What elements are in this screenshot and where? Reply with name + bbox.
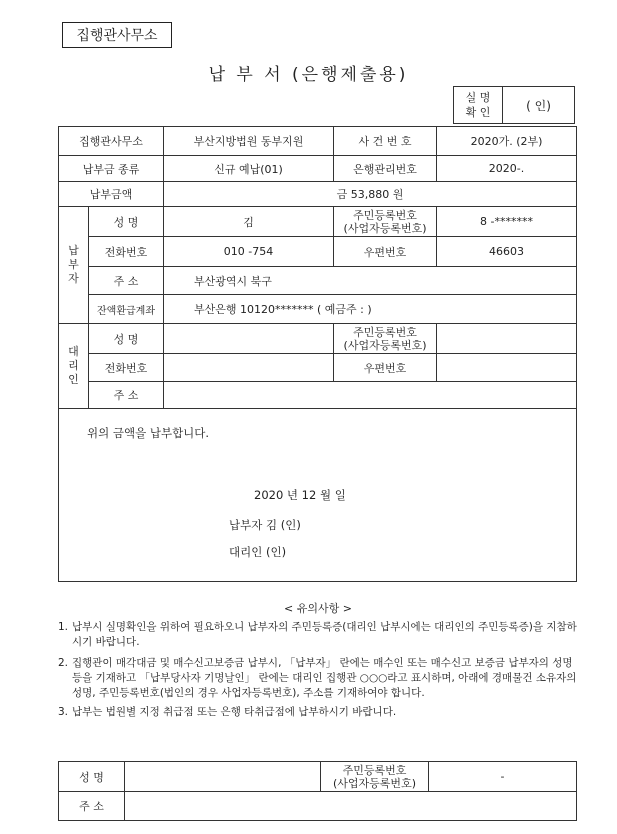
owner-name-row [59,762,577,792]
rrn-label-line1: 주민등록번호 [353,325,417,339]
office-label: 집행관사무소 [76,28,158,44]
agent-group-char: 리 [68,359,79,372]
rrn-label-line2: (사업자등록번호) [343,338,427,352]
office-row [59,127,577,156]
payer-postal-value: 46603 [437,237,577,267]
owner-rrn-label [321,762,429,792]
bank-mgmt-label: 은행관리번호 [334,156,437,182]
office-row-label: 집행관사무소 [59,127,164,156]
payer-group-label [59,207,89,324]
document-title: 납 부 서 (은행제출용) [208,65,409,85]
identity-confirm-box [453,86,575,124]
owner-address-value [125,792,577,821]
notes-title: < 유의사항 > [284,602,352,615]
note-text: 집행관이 매각대금 및 매수신고보증금 납부시, 「납부자」 란에는 매수인 또는 매수신고 보증금 납부자의 성명 등을 기재하고 「납부당사자 기명날인」 란에는 대리인 집행관 ○○○라고 표시하며, 아래에 경매물건 소유자의 성명, 주민등록번호(법인의 경우 사업자등록번호), 주소를 기재하여야 합니다. [72,657,577,699]
rrn-label-line2: (사업자등록번호) [333,776,416,790]
case-number-label: 사 건 번 호 [334,127,437,156]
statement-text: 위의 금액을 납부합니다. [87,426,210,440]
payer-name-value: 김 [164,207,334,237]
payer-group-char: 자 [68,272,79,285]
payment-type-value: 신규 예납(01) [164,156,334,182]
owner-name-label: 성 명 [59,762,125,792]
agent-group-char: 인 [68,373,79,386]
agent-group-char: 대 [68,345,79,358]
agent-postal-label: 우편번호 [334,354,437,382]
agent-signature: 대리인 (인) [229,545,287,559]
case-number-value: 2020가. (2부) [437,127,577,156]
signing-date: 2020 년 12 월 일 [254,488,346,502]
owner-info-table [58,761,577,821]
refund-account-value: 부산은행 10120******* ( 예금주 : ) [164,295,577,324]
confirm-label-line2: 확 인 [465,106,491,119]
payer-rrn-label [334,207,437,237]
statement-row [59,409,577,582]
rrn-label-line1: 주민등록번호 [342,763,407,777]
payer-name-label: 성 명 [89,207,164,237]
agent-address-value [164,382,577,409]
note-item [58,705,578,720]
confirm-label [454,87,503,123]
rrn-label-line1: 주민등록번호 [353,208,417,222]
payer-postal-label: 우편번호 [334,237,437,267]
payer-group-char: 납 [68,244,79,257]
payer-name-row [59,207,577,237]
payer-phone-row [59,237,577,267]
payment-type-label: 납부금 종류 [59,156,164,182]
note-number: 3. [58,706,69,718]
payer-address-value: 부산광역시 북구 [164,267,577,295]
agent-address-row [59,382,577,409]
confirm-label-line1: 실 명 [465,91,491,104]
agent-name-label: 성 명 [89,324,164,354]
agent-phone-value [164,354,334,382]
office-value: 부산지방법원 동부지원 [164,127,334,156]
payer-phone-value: 010 -754 [164,237,334,267]
payer-address-label: 주 소 [89,267,164,295]
agent-address-label: 주 소 [89,382,164,409]
payer-rrn-value: 8 -******* [437,207,577,237]
note-number: 1. [58,621,69,633]
owner-address-label: 주 소 [59,792,125,821]
refund-account-row [59,295,577,324]
agent-rrn-value [437,324,577,354]
owner-rrn-value: - [429,762,577,792]
note-text: 납부시 실명확인을 위하여 필요하오니 납부자의 주민등록증(대리인 납부시에는 대리인의 주민등록증)을 지참하시기 바랍니다. [72,621,577,648]
amount-value: 금 53,880 원 [164,182,577,207]
payer-signature: 납부자 김 (인) [229,518,301,532]
agent-phone-row [59,354,577,382]
agent-rrn-label [334,324,437,354]
payer-phone-label: 전화번호 [89,237,164,267]
owner-name-value [125,762,321,792]
agent-group-label [59,324,89,409]
amount-label: 납부금액 [59,182,164,207]
payer-group-char: 부 [68,258,79,271]
confirm-seal: ( 인) [526,98,551,113]
notes-section [58,600,578,720]
payment-type-row [59,156,577,182]
note-text: 납부는 법원별 지정 취급점 또는 은행 타취급점에 납부하시기 바랍니다. [72,706,397,718]
note-item [58,620,578,650]
statement-area [59,409,576,581]
agent-name-value [164,324,334,354]
agent-postal-value [437,354,577,382]
bank-mgmt-value: 2020-. [437,156,577,182]
refund-account-label: 잔액환급계좌 [89,295,164,324]
amount-row [59,182,577,207]
payment-form-table [58,126,577,582]
office-label-box [62,22,172,48]
note-item [58,656,578,701]
statement-cell [59,409,577,582]
owner-address-row [59,792,577,821]
agent-name-row [59,324,577,354]
note-number: 2. [58,657,69,669]
agent-phone-label: 전화번호 [89,354,164,382]
payer-address-row [59,267,577,295]
rrn-label-line2: (사업자등록번호) [343,221,427,235]
